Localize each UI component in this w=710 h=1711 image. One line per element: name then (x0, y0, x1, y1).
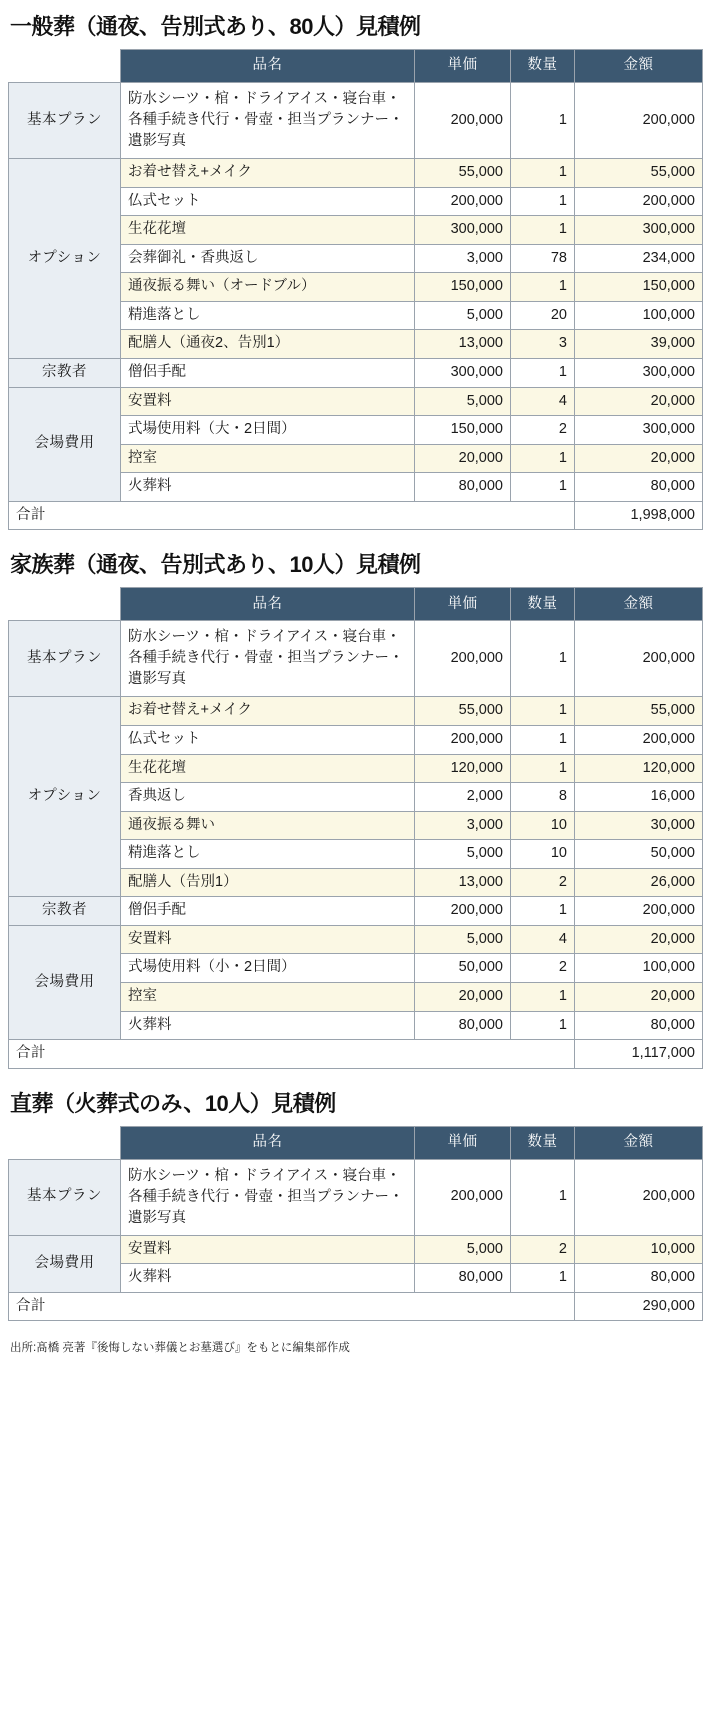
category-cell: オプション (9, 159, 121, 359)
total-amount: 290,000 (575, 1292, 703, 1321)
unit-price-cell: 5,000 (415, 301, 511, 330)
item-name-cell: 控室 (121, 444, 415, 473)
quantity-cell: 1 (511, 1159, 575, 1235)
item-name-cell: 配膳人（告別1） (121, 868, 415, 897)
section-title: 直葬（火葬式のみ、10人）見積例 (10, 1090, 336, 1116)
amount-cell: 20,000 (575, 387, 703, 416)
column-header-blank (9, 50, 121, 83)
item-name-cell: 配膳人（通夜2、告別1） (121, 330, 415, 359)
source-note: 出所:髙橋 亮著『後悔しない葬儀とお墓選び』をもとに編集部作成 (10, 1342, 350, 1355)
quantity-cell: 1 (511, 725, 575, 754)
quantity-cell: 8 (511, 783, 575, 812)
quantity-cell: 1 (511, 897, 575, 926)
unit-price-cell: 80,000 (415, 1011, 511, 1040)
total-amount: 1,117,000 (575, 1040, 703, 1069)
unit-price-cell: 200,000 (415, 83, 511, 159)
quantity-cell: 78 (511, 244, 575, 273)
item-name-cell: 火葬料 (121, 1264, 415, 1293)
amount-cell: 80,000 (575, 1011, 703, 1040)
table-row (9, 621, 703, 697)
item-name-cell: 安置料 (121, 387, 415, 416)
quantity-cell: 1 (511, 83, 575, 159)
column-header: 数量 (511, 1126, 575, 1159)
amount-cell: 100,000 (575, 301, 703, 330)
amount-cell: 80,000 (575, 1264, 703, 1293)
item-name-cell: 防水シーツ・棺・ドライアイス・寝台車・各種手続き代行・骨壺・担当プランナー・遺影写真 (121, 1159, 415, 1235)
unit-price-cell: 80,000 (415, 473, 511, 502)
total-row (9, 1292, 703, 1321)
total-label: 合計 (9, 1292, 575, 1321)
item-name-cell: 式場使用料（大・2日間） (121, 416, 415, 445)
unit-price-cell: 3,000 (415, 811, 511, 840)
amount-cell: 80,000 (575, 473, 703, 502)
amount-cell: 300,000 (575, 358, 703, 387)
unit-price-cell: 55,000 (415, 159, 511, 188)
column-header: 金額 (575, 1126, 703, 1159)
amount-cell: 120,000 (575, 754, 703, 783)
unit-price-cell: 55,000 (415, 697, 511, 726)
column-header: 数量 (511, 588, 575, 621)
quantity-cell: 1 (511, 983, 575, 1012)
category-cell: 宗教者 (9, 358, 121, 387)
item-name-cell: お着せ替え+メイク (121, 697, 415, 726)
unit-price-cell: 120,000 (415, 754, 511, 783)
category-cell: オプション (9, 697, 121, 897)
amount-cell: 234,000 (575, 244, 703, 273)
section-title: 家族葬（通夜、告別式あり、10人）見積例 (10, 552, 421, 578)
amount-cell: 55,000 (575, 159, 703, 188)
amount-cell: 16,000 (575, 783, 703, 812)
total-label: 合計 (9, 501, 575, 530)
unit-price-cell: 80,000 (415, 1264, 511, 1293)
column-header: 単価 (415, 1126, 511, 1159)
column-header-blank (9, 1126, 121, 1159)
quantity-cell: 10 (511, 811, 575, 840)
estimate-section (8, 10, 702, 530)
amount-cell: 50,000 (575, 840, 703, 869)
item-name-cell: お着せ替え+メイク (121, 159, 415, 188)
quantity-cell: 3 (511, 330, 575, 359)
quantity-cell: 2 (511, 416, 575, 445)
item-name-cell: 防水シーツ・棺・ドライアイス・寝台車・各種手続き代行・骨壺・担当プランナー・遺影写真 (121, 621, 415, 697)
unit-price-cell: 200,000 (415, 725, 511, 754)
table-row (9, 897, 703, 926)
quantity-cell: 2 (511, 868, 575, 897)
category-cell: 会場費用 (9, 387, 121, 501)
unit-price-cell: 13,000 (415, 330, 511, 359)
unit-price-cell: 300,000 (415, 216, 511, 245)
amount-cell: 55,000 (575, 697, 703, 726)
item-name-cell: 防水シーツ・棺・ドライアイス・寝台車・各種手続き代行・骨壺・担当プランナー・遺影写真 (121, 83, 415, 159)
table-row (9, 387, 703, 416)
item-name-cell: 会葬御礼・香典返し (121, 244, 415, 273)
item-name-cell: 生花花壇 (121, 216, 415, 245)
quantity-cell: 1 (511, 159, 575, 188)
amount-cell: 200,000 (575, 83, 703, 159)
item-name-cell: 控室 (121, 983, 415, 1012)
quantity-cell: 1 (511, 697, 575, 726)
amount-cell: 39,000 (575, 330, 703, 359)
category-cell: 会場費用 (9, 925, 121, 1039)
total-row (9, 1040, 703, 1069)
quantity-cell: 1 (511, 1264, 575, 1293)
quantity-cell: 1 (511, 444, 575, 473)
item-name-cell: 仏式セット (121, 725, 415, 754)
item-name-cell: 僧侶手配 (121, 358, 415, 387)
quantity-cell: 4 (511, 925, 575, 954)
estimate-section (8, 548, 702, 1068)
table-row (9, 697, 703, 726)
quantity-cell: 10 (511, 840, 575, 869)
amount-cell: 20,000 (575, 983, 703, 1012)
item-name-cell: 生花花壇 (121, 754, 415, 783)
sections-host (8, 10, 702, 1321)
item-name-cell: 火葬料 (121, 1011, 415, 1040)
quantity-cell: 4 (511, 387, 575, 416)
amount-cell: 300,000 (575, 216, 703, 245)
item-name-cell: 安置料 (121, 925, 415, 954)
column-header-blank (9, 588, 121, 621)
item-name-cell: 火葬料 (121, 473, 415, 502)
quantity-cell: 20 (511, 301, 575, 330)
unit-price-cell: 20,000 (415, 444, 511, 473)
estimate-section (8, 1087, 702, 1322)
amount-cell: 150,000 (575, 273, 703, 302)
item-name-cell: 式場使用料（小・2日間） (121, 954, 415, 983)
amount-cell: 30,000 (575, 811, 703, 840)
category-cell: 基本プラン (9, 83, 121, 159)
unit-price-cell: 2,000 (415, 783, 511, 812)
item-name-cell: 精進落とし (121, 301, 415, 330)
unit-price-cell: 200,000 (415, 621, 511, 697)
unit-price-cell: 5,000 (415, 1235, 511, 1264)
unit-price-cell: 5,000 (415, 387, 511, 416)
unit-price-cell: 20,000 (415, 983, 511, 1012)
quantity-cell: 1 (511, 216, 575, 245)
total-label: 合計 (9, 1040, 575, 1069)
estimate-table (8, 49, 703, 530)
category-cell: 宗教者 (9, 897, 121, 926)
unit-price-cell: 300,000 (415, 358, 511, 387)
item-name-cell: 精進落とし (121, 840, 415, 869)
table-row (9, 83, 703, 159)
unit-price-cell: 150,000 (415, 416, 511, 445)
amount-cell: 10,000 (575, 1235, 703, 1264)
quantity-cell: 2 (511, 1235, 575, 1264)
quantity-cell: 1 (511, 358, 575, 387)
unit-price-cell: 13,000 (415, 868, 511, 897)
quantity-cell: 1 (511, 621, 575, 697)
item-name-cell: 僧侶手配 (121, 897, 415, 926)
column-header: 品名 (121, 50, 415, 83)
amount-cell: 26,000 (575, 868, 703, 897)
item-name-cell: 通夜振る舞い (121, 811, 415, 840)
item-name-cell: 通夜振る舞い（オードブル） (121, 273, 415, 302)
table-row (9, 925, 703, 954)
amount-cell: 20,000 (575, 925, 703, 954)
table-header-row (9, 50, 703, 83)
quantity-cell: 1 (511, 1011, 575, 1040)
amount-cell: 200,000 (575, 187, 703, 216)
quantity-cell: 2 (511, 954, 575, 983)
column-header: 金額 (575, 588, 703, 621)
amount-cell: 100,000 (575, 954, 703, 983)
table-header-row (9, 588, 703, 621)
unit-price-cell: 150,000 (415, 273, 511, 302)
category-cell: 基本プラン (9, 1159, 121, 1235)
total-row (9, 501, 703, 530)
column-header: 数量 (511, 50, 575, 83)
item-name-cell: 香典返し (121, 783, 415, 812)
amount-cell: 200,000 (575, 1159, 703, 1235)
quantity-cell: 1 (511, 273, 575, 302)
quantity-cell: 1 (511, 754, 575, 783)
amount-cell: 200,000 (575, 725, 703, 754)
quantity-cell: 1 (511, 187, 575, 216)
table-header-row (9, 1126, 703, 1159)
column-header: 品名 (121, 1126, 415, 1159)
column-header: 金額 (575, 50, 703, 83)
unit-price-cell: 200,000 (415, 897, 511, 926)
estimate-table (8, 587, 703, 1068)
category-cell: 会場費用 (9, 1235, 121, 1292)
amount-cell: 200,000 (575, 897, 703, 926)
table-row (9, 1235, 703, 1264)
unit-price-cell: 200,000 (415, 1159, 511, 1235)
column-header: 単価 (415, 588, 511, 621)
table-row (9, 358, 703, 387)
section-title: 一般葬（通夜、告別式あり、80人）見積例 (10, 14, 421, 39)
unit-price-cell: 200,000 (415, 187, 511, 216)
unit-price-cell: 50,000 (415, 954, 511, 983)
unit-price-cell: 3,000 (415, 244, 511, 273)
item-name-cell: 仏式セット (121, 187, 415, 216)
amount-cell: 300,000 (575, 416, 703, 445)
table-row (9, 159, 703, 188)
column-header: 単価 (415, 50, 511, 83)
item-name-cell: 安置料 (121, 1235, 415, 1264)
category-cell: 基本プラン (9, 621, 121, 697)
quantity-cell: 1 (511, 473, 575, 502)
table-row (9, 1159, 703, 1235)
amount-cell: 200,000 (575, 621, 703, 697)
unit-price-cell: 5,000 (415, 925, 511, 954)
amount-cell: 20,000 (575, 444, 703, 473)
estimate-table (8, 1126, 703, 1322)
unit-price-cell: 5,000 (415, 840, 511, 869)
column-header: 品名 (121, 588, 415, 621)
total-amount: 1,998,000 (575, 501, 703, 530)
